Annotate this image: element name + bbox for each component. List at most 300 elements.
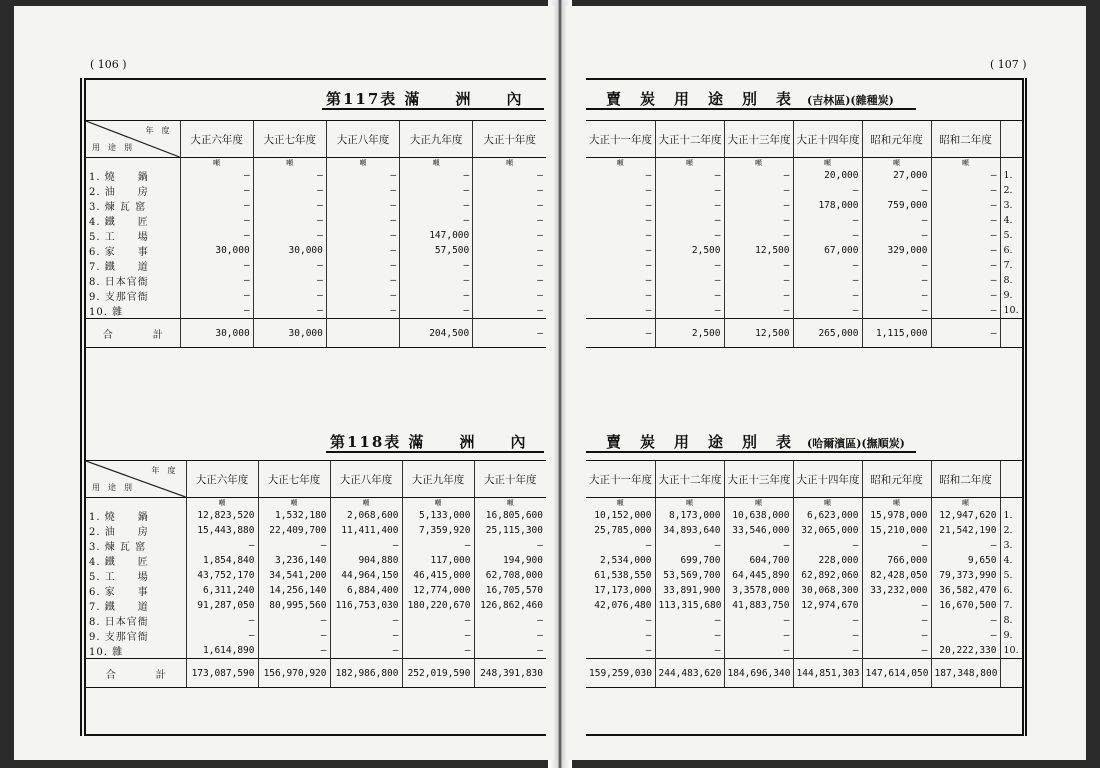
total-cell: 144,851,303 — [793, 659, 862, 688]
row-label: 4. 鐵 匠 — [86, 553, 186, 568]
unit-label: 噸 — [862, 158, 931, 169]
total-cell: 159,259,030 — [586, 659, 655, 688]
data-cell: — — [537, 540, 543, 551]
row-label: 4. 鐵 匠 — [86, 213, 180, 228]
year-header: 昭和二年度 — [931, 461, 1000, 498]
data-cell: 604,700 — [724, 553, 793, 568]
table118-title: 第118表 滿 洲 內 — [330, 433, 528, 451]
data-cell: 14,256,140 — [258, 583, 330, 598]
data-cell: — — [537, 630, 543, 641]
data-cell: — — [253, 228, 326, 243]
table117-region: (吉林區)(雜種炭) — [807, 94, 894, 107]
data-cell: — — [253, 303, 326, 319]
data-cell: — — [400, 258, 473, 273]
table-row — [86, 243, 546, 258]
table-row — [586, 288, 1022, 303]
data-cell: 36,582,470 — [931, 583, 1000, 598]
data-cell: — — [186, 538, 258, 553]
unit-label: 噸 — [724, 158, 793, 169]
table-row — [86, 288, 546, 303]
table117-title: 第117表 滿 洲 內 — [326, 90, 524, 108]
data-cell: — — [586, 288, 655, 303]
data-cell: 20,222,330 — [931, 643, 1000, 659]
data-cell: — — [793, 613, 862, 628]
data-cell: 91,287,050 — [186, 598, 258, 613]
data-cell: — — [655, 303, 724, 319]
corner-header — [86, 461, 186, 498]
row-index: 6. — [1003, 245, 1013, 256]
table-row — [86, 273, 546, 288]
year-header: 大正六年度 — [180, 121, 253, 158]
data-cell: 12,974,670 — [793, 598, 862, 613]
index-header — [1000, 121, 1022, 158]
data-cell: — — [326, 168, 399, 183]
data-cell: — — [326, 273, 399, 288]
table-row — [86, 183, 546, 198]
year-header: 大正九年度 — [400, 121, 473, 158]
row-index: 7. — [1003, 260, 1013, 271]
data-cell: 15,210,000 — [862, 523, 931, 538]
year-header: 大正九年度 — [402, 461, 474, 498]
row-label: 2. 油 房 — [86, 183, 180, 198]
data-cell: — — [537, 215, 543, 226]
table118-left-grid — [86, 460, 546, 688]
data-cell: — — [537, 245, 543, 256]
unit-label: 噸 — [506, 499, 514, 507]
data-cell: 1,854,840 — [186, 553, 258, 568]
data-cell: 30,000 — [180, 243, 253, 258]
total-index-blank — [1000, 319, 1022, 348]
data-cell: 6,884,400 — [330, 583, 402, 598]
data-cell: — — [793, 303, 862, 319]
data-cell: 41,883,750 — [724, 598, 793, 613]
data-cell: — — [537, 185, 543, 196]
unit-label: 噸 — [253, 158, 326, 169]
row-index: 10. — [1003, 645, 1019, 656]
data-cell: — — [326, 303, 399, 319]
total-cell: 182,986,800 — [330, 659, 402, 688]
table-row — [586, 583, 1022, 598]
row-index: 5. — [1003, 570, 1013, 581]
table-row — [586, 613, 1022, 628]
table-row — [86, 508, 546, 523]
table-row — [586, 168, 1022, 183]
data-cell: — — [400, 303, 473, 319]
row-label: 3. 煉 瓦 窰 — [86, 198, 180, 213]
data-cell: 34,893,640 — [655, 523, 724, 538]
table-row — [586, 628, 1022, 643]
data-cell: — — [180, 258, 253, 273]
data-cell: 82,428,050 — [862, 568, 931, 583]
data-cell: 53,569,700 — [655, 568, 724, 583]
total-cell — [326, 319, 399, 348]
data-cell: 1,532,180 — [258, 508, 330, 523]
total-cell: 2,500 — [655, 319, 724, 348]
data-cell: — — [655, 628, 724, 643]
data-cell: 10,638,000 — [724, 508, 793, 523]
data-cell: — — [253, 213, 326, 228]
year-header: 昭和元年度 — [862, 461, 931, 498]
row-index: 1. — [1003, 170, 1013, 181]
data-cell: — — [586, 643, 655, 659]
data-cell: — — [655, 213, 724, 228]
data-cell: 8,173,000 — [655, 508, 724, 523]
year-header: 大正十年度 — [474, 461, 546, 498]
year-header: 大正十三年度 — [724, 121, 793, 158]
data-cell: — — [862, 228, 931, 243]
data-cell: 79,373,990 — [931, 568, 1000, 583]
table-row — [86, 583, 546, 598]
unit-label: 噸 — [586, 158, 655, 169]
corner-usage-label: 用 途 別 — [92, 143, 132, 152]
data-cell: — — [258, 643, 330, 659]
data-cell: — — [253, 288, 326, 303]
data-cell: — — [655, 288, 724, 303]
data-cell: — — [724, 258, 793, 273]
data-cell: — — [931, 183, 1000, 198]
data-cell: 17,173,000 — [586, 583, 655, 598]
data-cell: — — [793, 288, 862, 303]
unit-label: 噸 — [330, 498, 402, 509]
data-cell: 30,068,300 — [793, 583, 862, 598]
data-cell: — — [931, 303, 1000, 319]
row-index: 6. — [1003, 585, 1013, 596]
data-cell: — — [326, 183, 399, 198]
table-row — [86, 168, 546, 183]
data-cell: 766,000 — [862, 553, 931, 568]
data-cell: — — [862, 213, 931, 228]
table-row — [86, 198, 546, 213]
data-cell: — — [793, 538, 862, 553]
data-cell: — — [931, 258, 1000, 273]
row-label: 8. 日本官衙 — [86, 613, 186, 628]
unit-label: 噸 — [326, 158, 399, 169]
data-cell: 147,000 — [400, 228, 473, 243]
data-cell: — — [655, 168, 724, 183]
year-header: 大正八年度 — [330, 461, 402, 498]
data-cell: — — [586, 273, 655, 288]
data-cell: — — [931, 538, 1000, 553]
total-cell: 204,500 — [400, 319, 473, 348]
year-header: 大正八年度 — [326, 121, 399, 158]
data-cell: — — [330, 628, 402, 643]
unit-blank — [1000, 158, 1022, 169]
data-cell: — — [400, 198, 473, 213]
data-cell: — — [931, 213, 1000, 228]
row-index: 2. — [1003, 185, 1013, 196]
data-cell: — — [862, 538, 931, 553]
total-cell: 252,019,590 — [402, 659, 474, 688]
data-cell: — — [655, 613, 724, 628]
right-frame — [586, 78, 1024, 736]
data-cell: — — [326, 213, 399, 228]
data-cell: — — [402, 613, 474, 628]
data-cell: 62,892,060 — [793, 568, 862, 583]
table117-title-right: 賣 炭 用 途 別 表 (吉林區)(雜種炭) — [606, 90, 894, 108]
year-header: 大正七年度 — [253, 121, 326, 158]
data-cell: — — [724, 183, 793, 198]
unit-label: 噸 — [258, 498, 330, 509]
data-cell: — — [586, 213, 655, 228]
data-cell: — — [793, 273, 862, 288]
total-index-blank — [1000, 659, 1022, 688]
row-label: 9. 支那官衙 — [86, 628, 186, 643]
data-cell: 32,065,000 — [793, 523, 862, 538]
data-cell: 57,500 — [400, 243, 473, 258]
data-cell: 12,500 — [724, 243, 793, 258]
data-cell: 113,315,680 — [655, 598, 724, 613]
data-cell: 2,534,000 — [586, 553, 655, 568]
data-cell: — — [586, 168, 655, 183]
data-cell: — — [586, 258, 655, 273]
row-label: 1. 燒 鍋 — [86, 168, 180, 183]
table118-region: (哈爾濱區)(撫順炭) — [807, 437, 905, 450]
data-cell: 16,670,500 — [931, 598, 1000, 613]
table-row — [586, 258, 1022, 273]
right-page — [566, 6, 1086, 760]
data-cell: 27,000 — [862, 168, 931, 183]
data-cell: 10,152,000 — [586, 508, 655, 523]
unit-label: 噸 — [402, 498, 474, 509]
data-cell: — — [724, 168, 793, 183]
data-cell: 2,500 — [655, 243, 724, 258]
data-cell: — — [537, 275, 543, 286]
data-cell: — — [793, 183, 862, 198]
total-cell: 265,000 — [793, 319, 862, 348]
table-row — [86, 568, 546, 583]
row-index: 3. — [1003, 540, 1013, 551]
corner-year-label: 年 度 — [151, 466, 176, 475]
data-cell: — — [586, 303, 655, 319]
table118-title-right: 賣 炭 用 途 別 表 (哈爾濱區)(撫順炭) — [606, 433, 905, 451]
total-cell: 244,483,620 — [655, 659, 724, 688]
left-page — [14, 6, 554, 760]
data-cell: 33,546,000 — [724, 523, 793, 538]
data-cell: — — [655, 538, 724, 553]
data-cell: 5,133,000 — [402, 508, 474, 523]
row-label: 1. 燒 鍋 — [86, 508, 186, 523]
data-cell: — — [330, 613, 402, 628]
unit-label: 噸 — [655, 158, 724, 169]
corner-year-label: 年 度 — [145, 126, 170, 135]
table-row — [586, 643, 1022, 659]
data-cell: 34,541,200 — [258, 568, 330, 583]
unit-blank — [86, 498, 186, 509]
table-row — [86, 613, 546, 628]
table-row — [586, 183, 1022, 198]
page-number-right: ( 107 ) — [990, 58, 1027, 71]
data-cell: — — [330, 643, 402, 659]
row-index: 2. — [1003, 525, 1013, 536]
data-cell: 11,411,400 — [330, 523, 402, 538]
table-row — [86, 523, 546, 538]
data-cell: — — [724, 198, 793, 213]
data-cell: — — [793, 643, 862, 659]
total-cell: 156,970,920 — [258, 659, 330, 688]
data-cell: — — [655, 228, 724, 243]
data-cell: 12,947,620 — [931, 508, 1000, 523]
data-cell: 9,650 — [931, 553, 1000, 568]
unit-label: 噸 — [793, 158, 862, 169]
data-cell: — — [724, 613, 793, 628]
table-row — [86, 228, 546, 243]
data-cell: 33,891,900 — [655, 583, 724, 598]
data-cell: 180,220,670 — [402, 598, 474, 613]
page-number-left: ( 106 ) — [90, 58, 127, 71]
data-cell: — — [402, 538, 474, 553]
data-cell: 15,978,000 — [862, 508, 931, 523]
year-header: 大正十四年度 — [793, 461, 862, 498]
data-cell: — — [537, 305, 543, 316]
data-cell: — — [586, 198, 655, 213]
data-cell: — — [586, 183, 655, 198]
data-cell: 116,753,030 — [330, 598, 402, 613]
table-row — [586, 198, 1022, 213]
data-cell: — — [862, 258, 931, 273]
data-cell: 2,068,600 — [330, 508, 402, 523]
table-row — [86, 258, 546, 273]
unit-label: 噸 — [655, 498, 724, 509]
data-cell: — — [586, 538, 655, 553]
data-cell: — — [400, 273, 473, 288]
data-cell: — — [537, 260, 543, 271]
index-header — [1000, 461, 1022, 498]
table-row — [86, 628, 546, 643]
table-row — [86, 538, 546, 553]
row-index: 7. — [1003, 600, 1013, 611]
data-cell: 3,236,140 — [258, 553, 330, 568]
data-cell: — — [402, 628, 474, 643]
data-cell: — — [180, 198, 253, 213]
total-row — [86, 659, 546, 688]
data-cell: — — [655, 273, 724, 288]
row-index: 5. — [1003, 230, 1013, 241]
data-cell: — — [862, 303, 931, 319]
data-cell: 6,311,240 — [186, 583, 258, 598]
data-cell: 699,700 — [655, 553, 724, 568]
table-row — [86, 643, 546, 659]
data-cell: 80,995,560 — [258, 598, 330, 613]
row-label: 10. 雜 — [86, 303, 180, 319]
total-cell: — — [931, 319, 1000, 348]
data-cell: — — [258, 613, 330, 628]
row-index: 4. — [1003, 555, 1013, 566]
total-cell: 1,115,000 — [862, 319, 931, 348]
data-cell: 21,542,190 — [931, 523, 1000, 538]
data-cell: — — [931, 273, 1000, 288]
data-cell: 20,000 — [793, 168, 862, 183]
data-cell: — — [537, 200, 543, 211]
table-row — [586, 243, 1022, 258]
total-row — [86, 319, 546, 348]
data-cell: 12,774,000 — [402, 583, 474, 598]
table-row — [86, 598, 546, 613]
row-label: 10. 雜 — [86, 643, 186, 659]
data-cell: — — [402, 643, 474, 659]
data-cell: — — [258, 538, 330, 553]
data-cell: 6,623,000 — [793, 508, 862, 523]
table-row — [586, 228, 1022, 243]
data-cell: — — [326, 228, 399, 243]
row-label: 2. 油 房 — [86, 523, 186, 538]
data-cell: 64,445,890 — [724, 568, 793, 583]
data-cell: 3,3578,000 — [724, 583, 793, 598]
data-cell: 1,614,890 — [186, 643, 258, 659]
unit-label: 噸 — [506, 159, 514, 167]
data-cell: — — [586, 228, 655, 243]
unit-label: 噸 — [931, 158, 1000, 169]
row-index: 8. — [1003, 615, 1013, 626]
total-cell: 187,348,800 — [931, 659, 1000, 688]
row-label: 5. 工 場 — [86, 568, 186, 583]
data-cell: 16,705,570 — [485, 585, 543, 596]
data-cell: — — [724, 303, 793, 319]
data-cell: 7,359,920 — [402, 523, 474, 538]
data-cell: — — [400, 168, 473, 183]
year-header: 大正十三年度 — [724, 461, 793, 498]
data-cell: 43,752,170 — [186, 568, 258, 583]
table-row — [586, 568, 1022, 583]
data-cell: — — [655, 643, 724, 659]
row-label: 6. 家 事 — [86, 583, 186, 598]
total-cell: 30,000 — [253, 319, 326, 348]
data-cell: 329,000 — [862, 243, 931, 258]
table-row — [586, 598, 1022, 613]
data-cell: — — [931, 198, 1000, 213]
data-cell: 16,805,600 — [485, 510, 543, 521]
unit-label: 噸 — [586, 498, 655, 509]
total-label: 合 計 — [86, 659, 186, 688]
data-cell: — — [180, 273, 253, 288]
year-header: 大正十二年度 — [655, 121, 724, 158]
unit-label: 噸 — [862, 498, 931, 509]
data-cell: — — [724, 213, 793, 228]
table-row — [586, 538, 1022, 553]
data-cell: — — [326, 198, 399, 213]
data-cell: — — [862, 183, 931, 198]
data-cell: — — [862, 288, 931, 303]
data-cell: — — [537, 290, 543, 301]
data-cell: — — [186, 613, 258, 628]
data-cell: 67,000 — [793, 243, 862, 258]
data-cell: — — [655, 183, 724, 198]
year-header: 大正十二年度 — [655, 461, 724, 498]
data-cell: 228,000 — [793, 553, 862, 568]
data-cell: 30,000 — [253, 243, 326, 258]
table117-right-grid — [586, 120, 1022, 348]
data-cell: — — [253, 183, 326, 198]
data-cell: — — [586, 628, 655, 643]
data-cell: — — [793, 213, 862, 228]
year-header: 大正六年度 — [186, 461, 258, 498]
data-cell: — — [931, 628, 1000, 643]
data-cell: — — [724, 538, 793, 553]
data-cell: — — [862, 273, 931, 288]
data-cell: — — [326, 258, 399, 273]
data-cell: — — [931, 288, 1000, 303]
total-row — [586, 319, 1022, 348]
data-cell: — — [586, 243, 655, 258]
data-cell: — — [400, 288, 473, 303]
table117-left-grid — [86, 120, 546, 348]
data-cell: — — [180, 228, 253, 243]
total-cell: — — [586, 319, 655, 348]
data-cell: 15,443,880 — [186, 523, 258, 538]
data-cell: — — [724, 628, 793, 643]
year-header: 大正十年度 — [473, 121, 546, 158]
data-cell: — — [330, 538, 402, 553]
total-cell: 147,614,050 — [862, 659, 931, 688]
